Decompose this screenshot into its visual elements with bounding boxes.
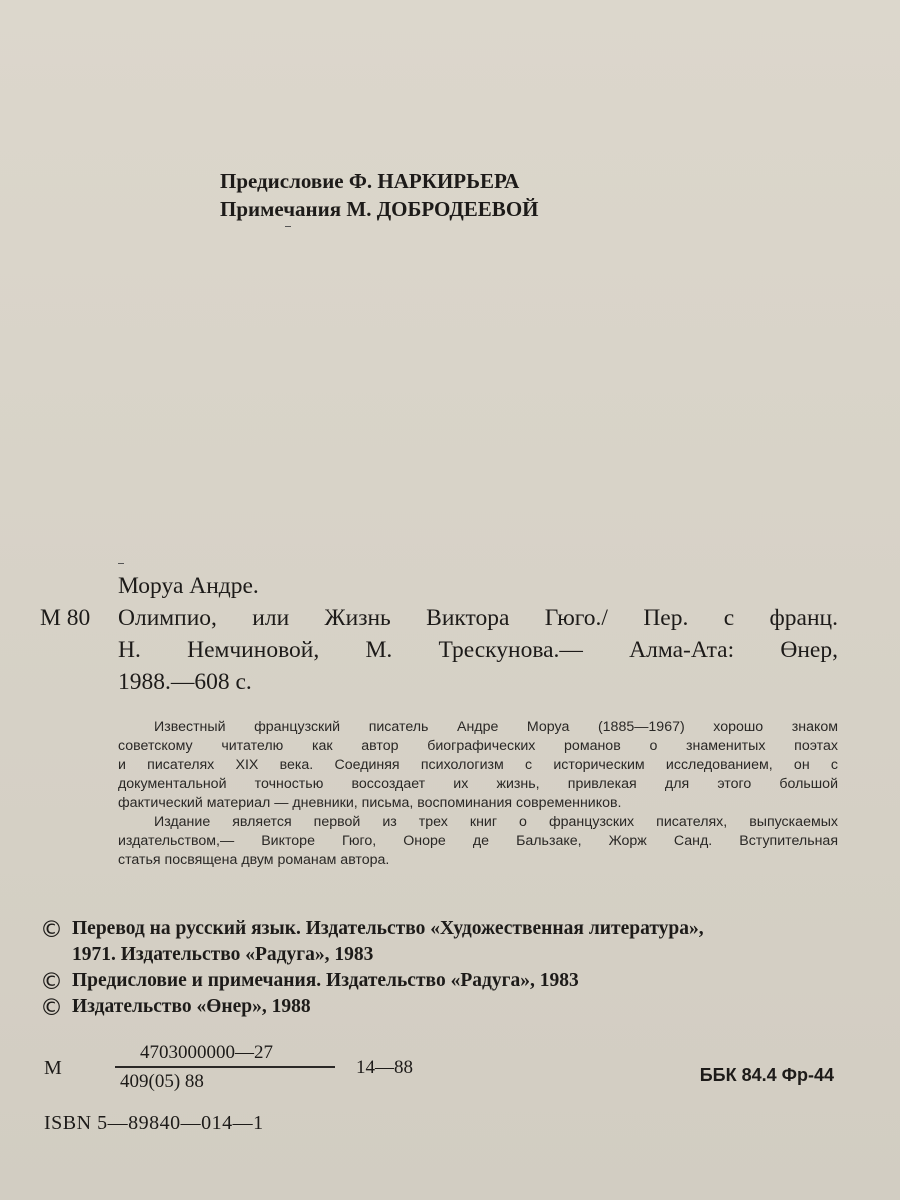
catalog-author-row [40, 570, 840, 602]
copyright-text: Перевод на русский язык. Издательство «Художественная литература», [72, 918, 704, 939]
publication-indexes [40, 1040, 840, 1100]
catalog-title-row [40, 602, 840, 634]
copyright-translation [40, 916, 840, 942]
bbk-code: ББК 84.4 Фр-44 [699, 1065, 834, 1085]
annotation-line: статья посвящена двум романам автора. [118, 852, 390, 868]
index-numerator: 4703000000—27 [140, 1042, 273, 1063]
copyright-text: Издательство «Өнер», 1988 [72, 996, 311, 1017]
print-mark [118, 563, 124, 564]
copyright-foreword [40, 968, 840, 994]
catalog-line-3: 1988.—608 с. [118, 669, 252, 695]
copyright-icon: © [40, 917, 63, 943]
annotation-line: и писателях XIX века. Соединяя психологизм с историческим исследованием, он с [118, 757, 838, 773]
index-denominator: 409(05) 88 [120, 1071, 204, 1092]
foreword-credit: Предисловие Ф. НАРКИРЬЕРА [220, 169, 520, 193]
annotation-paragraph-1 [118, 718, 838, 813]
annotation-line: советскому читателю как автор биографических романов о знаменитых поэтах [118, 738, 838, 754]
catalog-line-1: Олимпио, или Жизнь Виктора Гюго./ Пер. с франц. [118, 605, 838, 631]
notes-credit: Примечания М. ДОБРОДЕЕВОЙ [220, 197, 539, 221]
index-side: 14—88 [356, 1057, 413, 1078]
annotation-line: документальной точностью воссоздает их жизнь, привлекая для этого большой [118, 776, 838, 792]
catalog-line-row [40, 666, 840, 698]
fraction-line [115, 1066, 335, 1068]
catalog-entry [40, 570, 840, 698]
copyright-icon: © [40, 969, 63, 995]
annotation-line: Издание является первой из трех книг о французских писателях, выпускаемых [154, 814, 838, 830]
annotation-line: фактический материал — дневники, письма, воспоминания современников. [118, 795, 622, 811]
annotation [118, 718, 838, 870]
copyright-icon: © [40, 995, 63, 1021]
credits-block [220, 167, 539, 223]
copyright-text: Предисловие и примечания. Издательство «Радуга», 1983 [72, 970, 579, 991]
index-letter: М [44, 1057, 62, 1079]
copyright-block [40, 916, 840, 1020]
catalog-author: Моруа Андре. [118, 573, 259, 599]
annotation-paragraph-2 [118, 813, 838, 870]
catalog-line-2: Н. Немчиновой, М. Трескунова.— Алма-Ата: Өнер, [118, 637, 838, 663]
annotation-line: издательством,— Викторе Гюго, Оноре де Бальзаке, Жорж Санд. Вступительная [118, 833, 838, 849]
catalog-line-row [40, 634, 840, 666]
catalog-code: М 80 [40, 605, 91, 631]
print-mark [285, 226, 291, 227]
copyright-translation-cont [40, 942, 840, 968]
isbn: ISBN 5—89840—014—1 [44, 1112, 264, 1134]
copyright-publisher [40, 994, 840, 1020]
copyright-text: 1971. Издательство «Радуга», 1983 [72, 944, 374, 965]
annotation-line: Известный французский писатель Андре Моруа (1885—1967) хорошо знаком [154, 719, 838, 735]
